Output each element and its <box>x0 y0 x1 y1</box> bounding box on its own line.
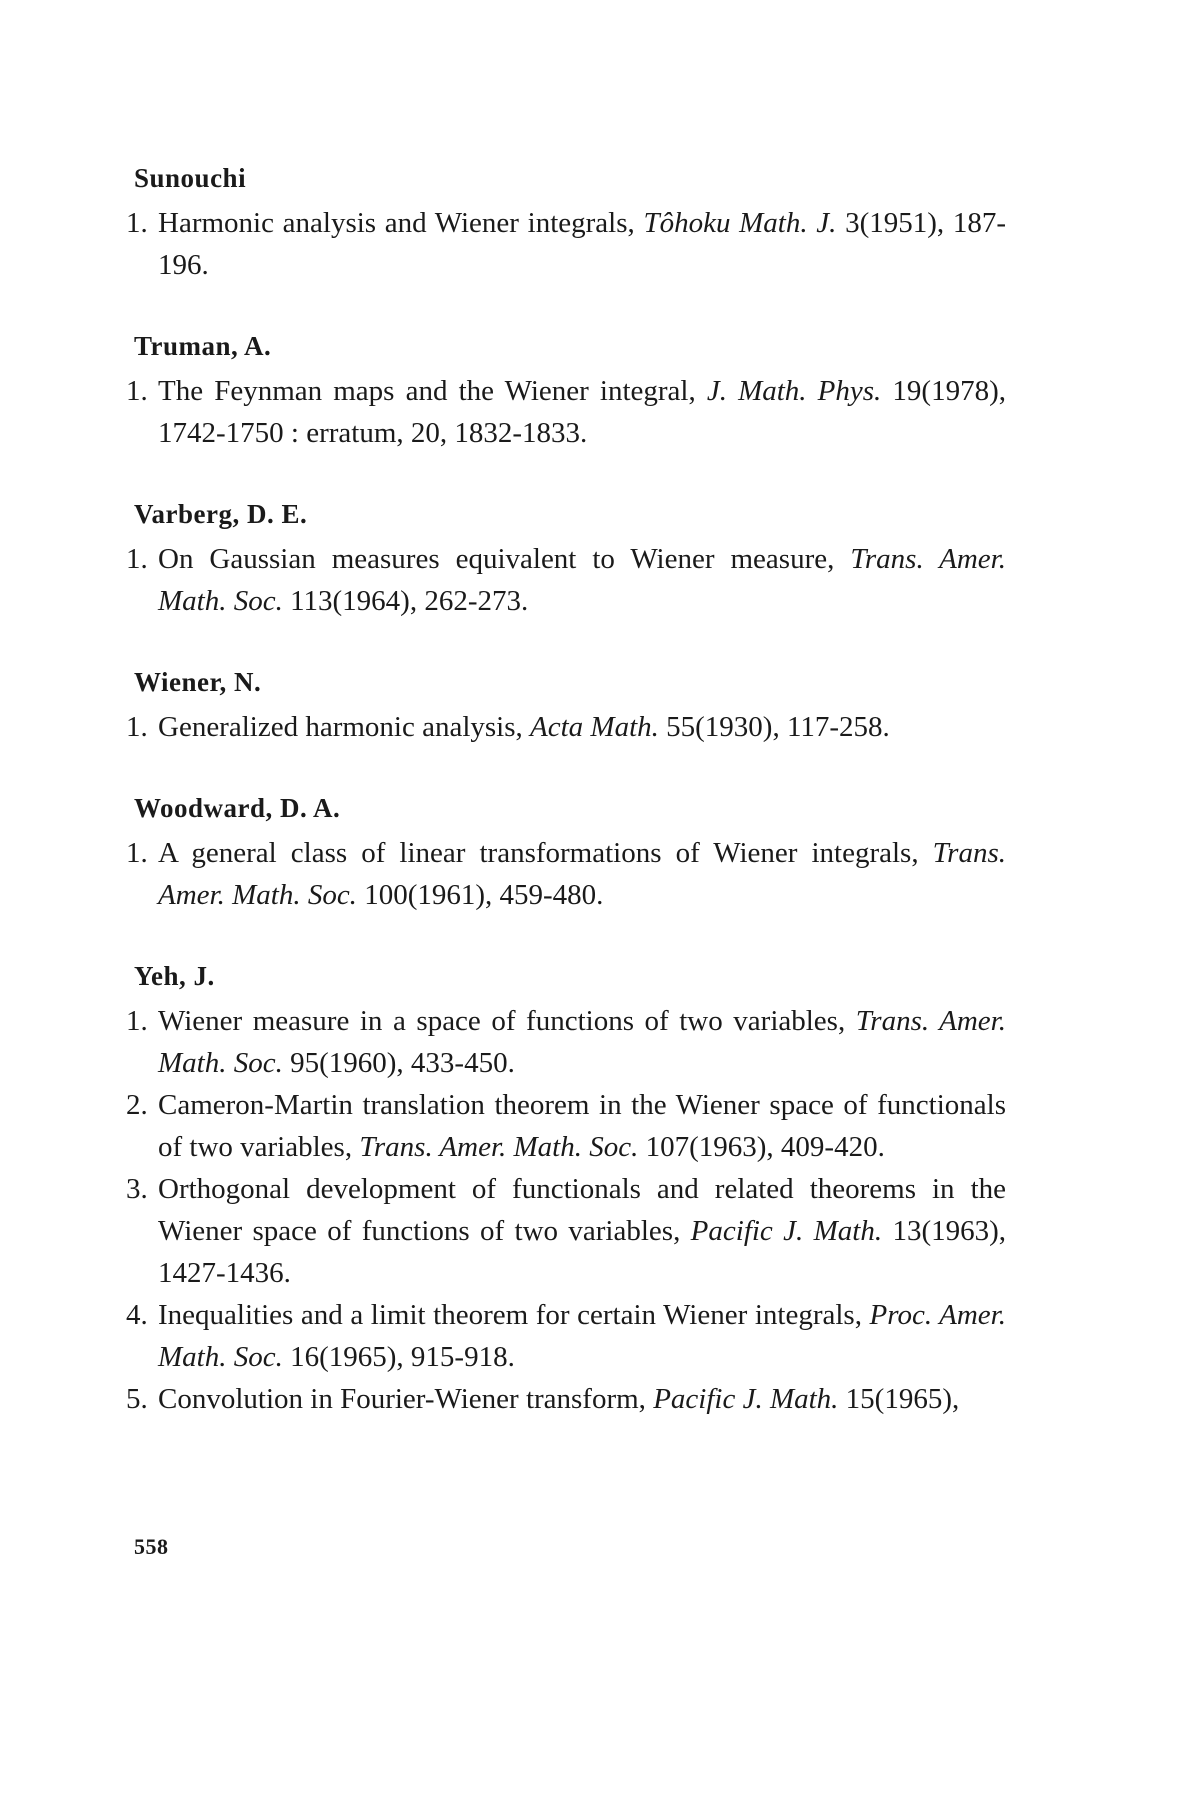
reference-number: 1. <box>126 837 148 869</box>
reference-fragment: Inequalities and a limit theorem for certain Wiener integrals, <box>158 1299 870 1331</box>
reference-text <box>158 1000 1006 1084</box>
author-section <box>126 328 1006 454</box>
journal-name: Trans. Amer. Math. Soc. <box>158 543 1006 617</box>
author-section <box>126 496 1006 622</box>
reference-fragment: Generalized harmonic analysis, <box>158 711 531 743</box>
reference-fragment: 107(1963), 409-420. <box>638 1131 885 1163</box>
reference-fragment: 100(1961), 459-480. <box>356 879 604 911</box>
reference-entry <box>126 1000 1006 1084</box>
author-name: Woodward, D. A. <box>134 793 341 823</box>
reference-fragment: 15(1965), <box>838 1383 960 1415</box>
author-name: Truman, A. <box>134 331 272 361</box>
journal-name: Trans. Amer. Math. Soc. <box>158 837 1006 911</box>
reference-entry <box>126 538 1006 622</box>
author-section <box>126 160 1006 286</box>
page-number: 558 <box>134 1534 169 1559</box>
reference-fragment: Convolution in Fourier-Wiener transform, <box>158 1383 654 1415</box>
author-section <box>126 958 1006 1420</box>
reference-fragment: 13(1963), 1427-1436. <box>158 1215 1007 1289</box>
reference-fragment: On Gaussian measures equivalent to Wiener measure, <box>158 543 851 575</box>
reference-fragment: The Feynman maps and the Wiener integral, <box>158 375 707 407</box>
reference-text <box>158 1294 1006 1378</box>
reference-text <box>158 1084 1006 1168</box>
author-name: Yeh, J. <box>134 961 215 991</box>
reference-number: 5. <box>126 1383 148 1415</box>
reference-fragment: A general class of linear transformations of Wiener integrals, <box>158 837 933 869</box>
reference-entry <box>126 1378 1006 1420</box>
author-section <box>126 664 1006 748</box>
journal-name: Proc. Amer. Math. Soc. <box>158 1299 1006 1373</box>
reference-fragment: Wiener measure in a space of functions of two variables, <box>158 1005 856 1037</box>
journal-name: J. Math. Phys. <box>706 375 882 407</box>
reference-number: 1. <box>126 543 148 575</box>
reference-number: 4. <box>126 1299 148 1331</box>
reference-number: 3. <box>126 1173 148 1205</box>
reference-entry <box>126 832 1006 916</box>
reference-entry <box>126 1084 1006 1168</box>
author-name: Varberg, D. E. <box>134 499 308 529</box>
reference-text <box>158 538 1006 622</box>
reference-number: 1. <box>126 1005 148 1037</box>
journal-name: Trans. Amer. Math. Soc. <box>158 1005 1006 1079</box>
journal-name: Pacific J. Math. <box>690 1215 883 1247</box>
reference-fragment: 95(1960), 433-450. <box>282 1047 515 1079</box>
reference-number: 2. <box>126 1089 148 1121</box>
author-name: Wiener, N. <box>134 667 262 697</box>
reference-fragment: 19(1978), 1742-1750 : erratum, 20, 1832-1833. <box>158 375 1006 449</box>
reference-fragment: Cameron-Martin translation theorem in the Wiener space of functionals of two variables, <box>158 1089 1006 1163</box>
reference-entry <box>126 1294 1006 1378</box>
journal-name: Pacific J. Math. <box>653 1383 839 1415</box>
reference-number: 1. <box>126 711 148 743</box>
reference-text <box>158 706 1006 748</box>
reference-fragment: 16(1965), 915-918. <box>282 1341 515 1373</box>
reference-text <box>158 370 1006 454</box>
journal-name: Tôhoku Math. J. <box>643 207 837 239</box>
reference-fragment: 55(1930), 117-258. <box>658 711 890 743</box>
reference-text <box>158 832 1006 916</box>
reference-entry <box>126 370 1006 454</box>
reference-entry <box>126 202 1006 286</box>
bibliography-list <box>126 160 1006 1462</box>
reference-fragment: Harmonic analysis and Wiener integrals, <box>158 207 644 239</box>
reference-fragment: 3(1951), 187-196. <box>158 207 1006 281</box>
reference-fragment: Orthogonal development of functionals and related theorems in the Wiener space of functions of two variables, <box>158 1173 1006 1247</box>
author-name: Sunouchi <box>134 163 247 193</box>
reference-text <box>158 202 1006 286</box>
journal-name: Acta Math. <box>530 711 659 743</box>
reference-number: 1. <box>126 375 148 407</box>
reference-entry <box>126 706 1006 748</box>
reference-number: 1. <box>126 207 148 239</box>
reference-entry <box>126 1168 1006 1294</box>
journal-name: Trans. Amer. Math. Soc. <box>359 1131 639 1163</box>
reference-text <box>158 1168 1006 1294</box>
author-section <box>126 790 1006 916</box>
reference-text <box>158 1378 1006 1420</box>
reference-fragment: 113(1964), 262-273. <box>282 585 529 617</box>
